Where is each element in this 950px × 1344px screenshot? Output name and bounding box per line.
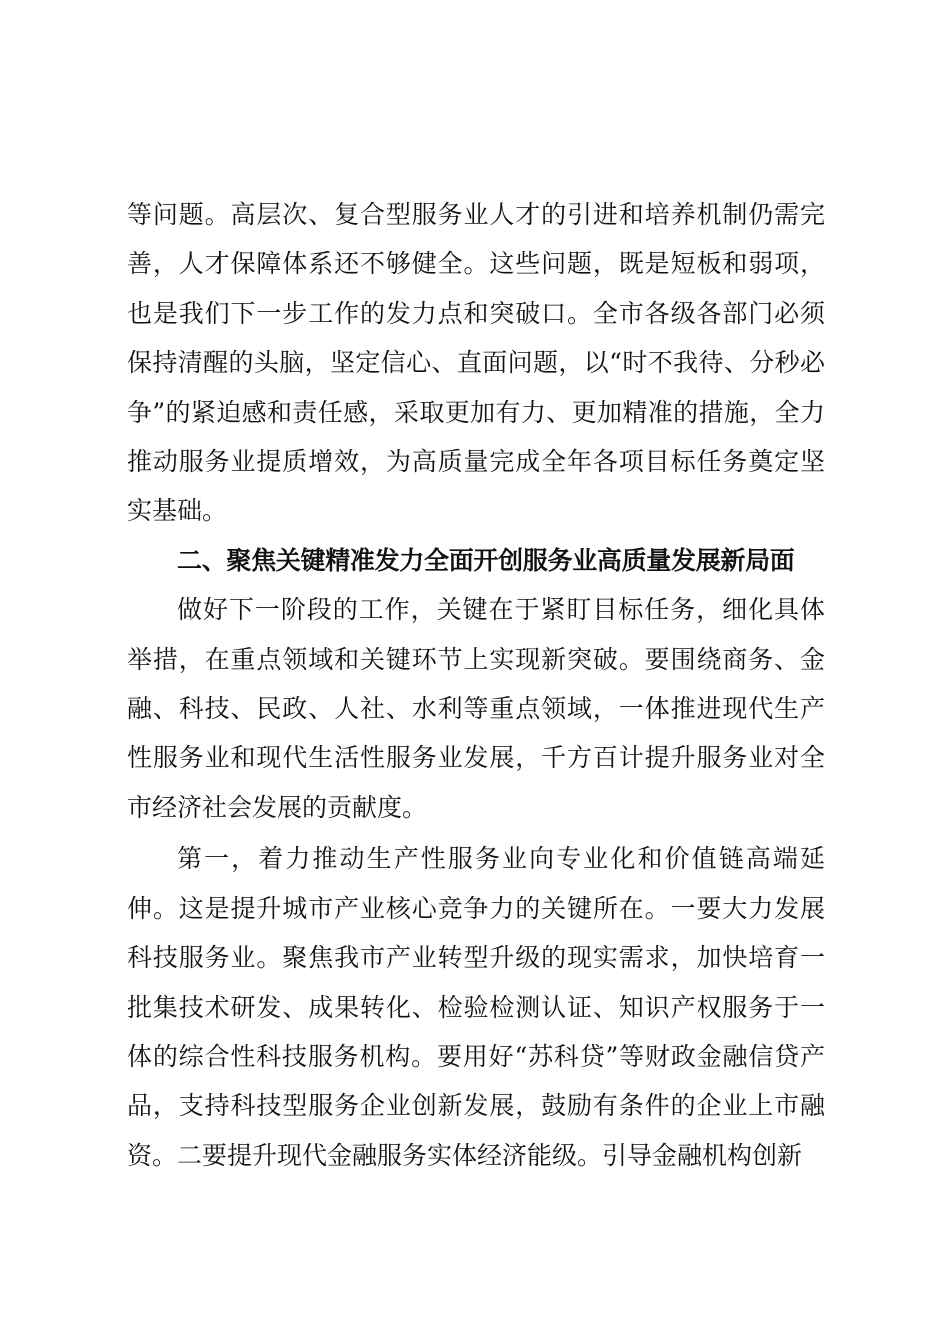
document-body [127, 190, 825, 1180]
section-heading: 二、聚焦关键精准发力全面开创服务业高质量发展新局面 [177, 545, 795, 575]
paragraph-continuation: 等问题。高层次、复合型服务业人才的引进和培养机制仍需完善，人才保障体系还不够健全。这些问题，既是短板和弱项，也是我们下一步工作的发力点和突破口。全市各级各部门必须保持清醒的头脑，坚定信心、直面问题，以“时不我待、分秒必争”的紧迫感和责任感，采取更加有力、更加精准的措施，全力推动服务业提质增效，为高质量完成全年各项目标任务奠定坚实基础。 [127, 200, 825, 526]
paragraph-first-point: 第一，着力推动生产性服务业向专业化和价值链高端延伸。这是提升城市产业核心竞争力的关键所在。一要大力发展科技服务业。聚焦我市产业转型升级的现实需求，加快培育一批集技术研发、成果转化、检验检测认证、知识产权服务于一体的综合性科技服务机构。要用好“苏科贷”等财政金融信贷产品，支持科技型服务企业创新发展，鼓励有条件的企业上市融资。二要提升现代金融服务实体经济能级。引导金融机构创新 [127, 844, 825, 1170]
paragraph-intro: 做好下一阶段的工作，关键在于紧盯目标任务，细化具体举措，在重点领域和关键环节上实现新突破。要围绕商务、金融、科技、民政、人社、水利等重点领域，一体推进现代生产性服务业和现代生活性服务业发展，千方百计提升服务业对全市经济社会发展的贡献度。 [127, 595, 825, 822]
